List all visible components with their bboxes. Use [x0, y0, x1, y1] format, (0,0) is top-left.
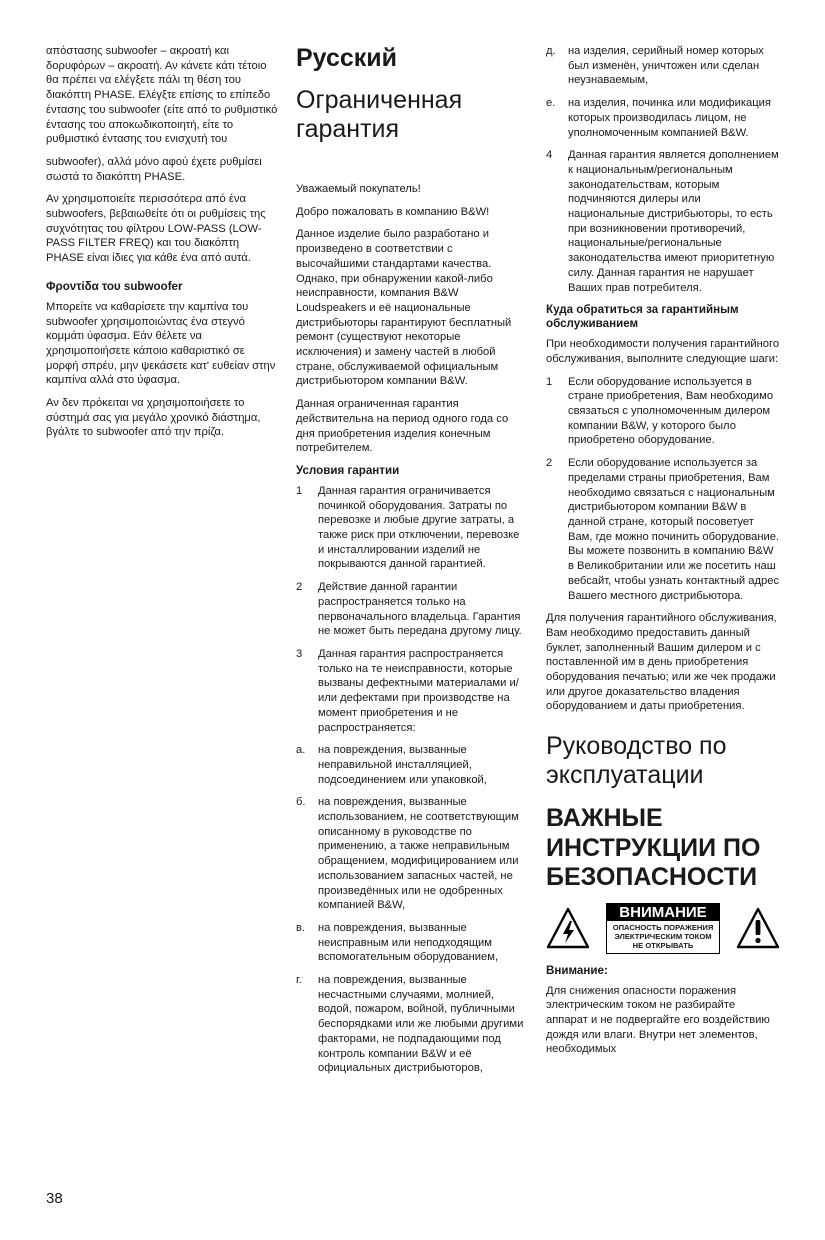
service-heading: Куда обратиться за гарантийным обслуживанием [546, 303, 739, 331]
language-title: Русский [296, 44, 398, 72]
list-text: на изделия, серийный номер которых был изменён, уничтожен или сделан неузнаваемым, [568, 45, 764, 87]
list-marker: 1 [546, 375, 553, 388]
list-text: Если оборудование используется за пределами страны приобретения, Вам необходимо связаться с национальным дистрибьютором компании B&W в данной стране, который посоветует Вам, где можно починить оборудование. Вы можете позвонить в компанию B&W в Великобритании или же посетить наш вебсайт, чтобы узнать контактный адрес Вашего местного дистрибьютора. [568, 457, 780, 602]
paragraph: Для снижения опасности поражения электрическим током не разбирайте аппарат и не подвергайте его воздействию дождя или влаги. Внутри нет элементов, необходимых [546, 984, 770, 1056]
list-item [546, 456, 780, 603]
paragraph: Αν δεν πρόκειται να χρησιμοποιήσετε το σύστημά σας για μεγάλο χρονικό διάστημα, βγάλτε το subwoofer από την πρίζα. [46, 397, 261, 439]
warning-graphic [546, 903, 780, 954]
list-marker: 3 [296, 647, 303, 660]
manual-title: Руководство по эксплуатации [546, 732, 727, 790]
list-item [296, 795, 528, 913]
warning-badge [606, 903, 720, 954]
list-text: Действие данной гарантии распространяется только на первоначального владельца. Гарантия не может быть передана другому лицу. [318, 581, 522, 638]
list-marker: 2 [296, 581, 303, 594]
paragraph: Уважаемый покупатель! [296, 183, 421, 195]
list-marker: е. [546, 97, 556, 110]
list-item [296, 484, 528, 572]
warning-badge-title: ВНИМАНИЕ [607, 904, 719, 921]
list-text: на изделия, починка или модификация которых производилась лицом, не уполномоченным компанией B&W. [568, 97, 771, 139]
warranty-title: Ограниченная гарантия [296, 86, 463, 143]
paragraph: Данная ограниченная гарантия действительна на период одного года со дня приобретения изделия конечным потребителем. [296, 398, 509, 455]
warning-badge-text [607, 921, 719, 953]
warning-badge-line: ОПАСНОСТЬ ПОРАЖЕНИЯ [612, 922, 714, 932]
conditions-heading: Условия гарантии [296, 463, 400, 477]
list-text: на повреждения, вызванные несчастными случаями, молнией, водой, пожаром, войной, публичными беспорядками или же любыми другими факторами, не подпадающими под контроль компании B&W и её официальных дистрибьюторов, [318, 974, 524, 1075]
list-marker: a. [296, 744, 306, 757]
list-item [546, 96, 780, 140]
paragraph: subwoofer), αλλά μόνο αφού έχετε ρυθμίσει σωστά το διακόπτη PHASE. [46, 155, 262, 183]
list-text: Если оборудование используется в стране приобретения, Вам необходимо связаться с уполномоченным дилером компании B&W, у которого было приобретено оборудование. [568, 375, 774, 447]
warning-badge-line: НЕ ОТКРЫВАТЬ [632, 940, 694, 950]
column-warranty [296, 44, 528, 1084]
list-item [546, 44, 780, 88]
list-marker: д. [546, 45, 556, 57]
safety-title: ВАЖНЫЕ ИНСТРУКЦИИ ПО БЕЗОПАСНОСТИ [546, 804, 761, 892]
list-item [296, 647, 528, 735]
list-text: на повреждения, вызванные неисправным или неподходящим вспомогательным оборудованием, [318, 921, 499, 964]
list-text: Данная гарантия ограничивается починкой оборудования. Затраты по перевозке и любые другие затраты, а также риск при отключении, перевозке и инсталлировании изделий не покрываются данной гарантией. [318, 484, 520, 571]
list-marker: г. [296, 974, 302, 987]
paragraph: Для получения гарантийного обслуживания, Вам необходимо предоставить данный буклет, заполненный Вашим дилером и с поставленной им в день приобретения оборудования печатью; или же чек продажи или другое доказательство владения оборудованием и даты приобретения. [546, 612, 777, 713]
list-text: Данная гарантия является дополнением к национальным/региональным законодательствам, которым подчиняются дилеры или национальные дистрибьюторы, то есть при возникновении противоречий, национальные/региональные законодательства имеют приоритетную силу. Данная гарантия не нарушает Ваших прав потребителя. [568, 149, 779, 294]
warning-badge-line: ЭЛЕКТРИЧЕСКИМ ТОКОМ [614, 931, 712, 941]
list-text: на повреждения, вызванные использованием, не соответствующим описанному в руководстве по применению, а также неправильным обращением, модифицированием или использованием запасных частей, не произведённых или не одобренных компанией B&W, [318, 796, 519, 912]
list-item [296, 921, 528, 965]
care-heading: Φροντίδα του subwoofer [46, 279, 183, 293]
paragraph: Μπορείτε να καθαρίσετε την καμπίνα του subwoofer χρησιμοποιώντας ένα στεγνό κομμάτι ύφασμα. Εάν θέλετε να χρησιμοποιήσετε κάποιο καθαριστικό σε μορφή σπρέυ, μην ψεκάσετε κατ' ευθείαν στην καμπίνα αλλά στο ύφασμα. [46, 300, 276, 387]
paragraph: απόστασης subwoofer – ακροατή και δορυφόρων – ακροατή. Αν κάνετε κάτι τέτοιο θα πρέπει να ελέγξετε πάλι τη θέση του διακόπτη PHASE. Ελέγξτε επίσης το επίπεδο έντασης του subwoofer (είτε από το ρυθμιστικό έντασης του αποκωδικοποιητή, είτε το ρυθμιστικό έντασης του ενισχυτή του [46, 45, 278, 146]
column-greek [46, 44, 278, 448]
exclamation-warning-icon [736, 907, 780, 949]
list-item [546, 375, 780, 449]
paragraph: Добро пожаловать в компанию B&W! [296, 205, 490, 218]
paragraph: При необходимости получения гарантийного обслуживания, выполните следующие шаги: [546, 338, 780, 365]
caution-heading: Внимание: [546, 963, 608, 977]
list-marker: в. [296, 921, 306, 934]
list-text: на повреждения, вызванные неправильной инсталляцией, подсоединением или упаковкой, [318, 744, 487, 786]
list-text: Данная гарантия распространяется только на те неисправности, которые вызваны дефектными материалами и/или дефектами при производстве на момент приобретения и не распространяется: [318, 647, 519, 734]
column-service-safety [546, 44, 780, 1065]
list-item [546, 148, 780, 295]
paragraph: Αν χρησιμοποιείτε περισσότερα από ένα subwoofers, βεβαιωθείτε ότι οι ρυθμίσεις της συχνότητας του φίλτρου LOW-PASS (LOW-PASS FILTER FREQ) και του διακόπτη PHASE είναι ίδιες για κάθε ένα από αυτά. [46, 193, 266, 265]
list-marker: 1 [296, 484, 303, 497]
list-marker: б. [296, 796, 306, 809]
list-item [296, 743, 528, 787]
list-marker: 2 [546, 457, 553, 470]
list-marker: 4 [546, 149, 553, 162]
page-number: 38 [46, 1190, 63, 1207]
paragraph: Данное изделие было разработано и произведено в соответствии с высочайшими стандартами качества. Однако, при обнаружении какой-либо неисправности, компания B&W Loudspeakers и её национальные дистрибьюторы гарантируют бесплатный ремонт (существуют некоторые исключения) и замену частей в любой стране, обслуживаемой официальным дистрибьютором компании B&W. [296, 228, 512, 388]
electric-shock-icon [546, 907, 590, 949]
list-item [296, 580, 528, 639]
list-item [296, 973, 528, 1076]
